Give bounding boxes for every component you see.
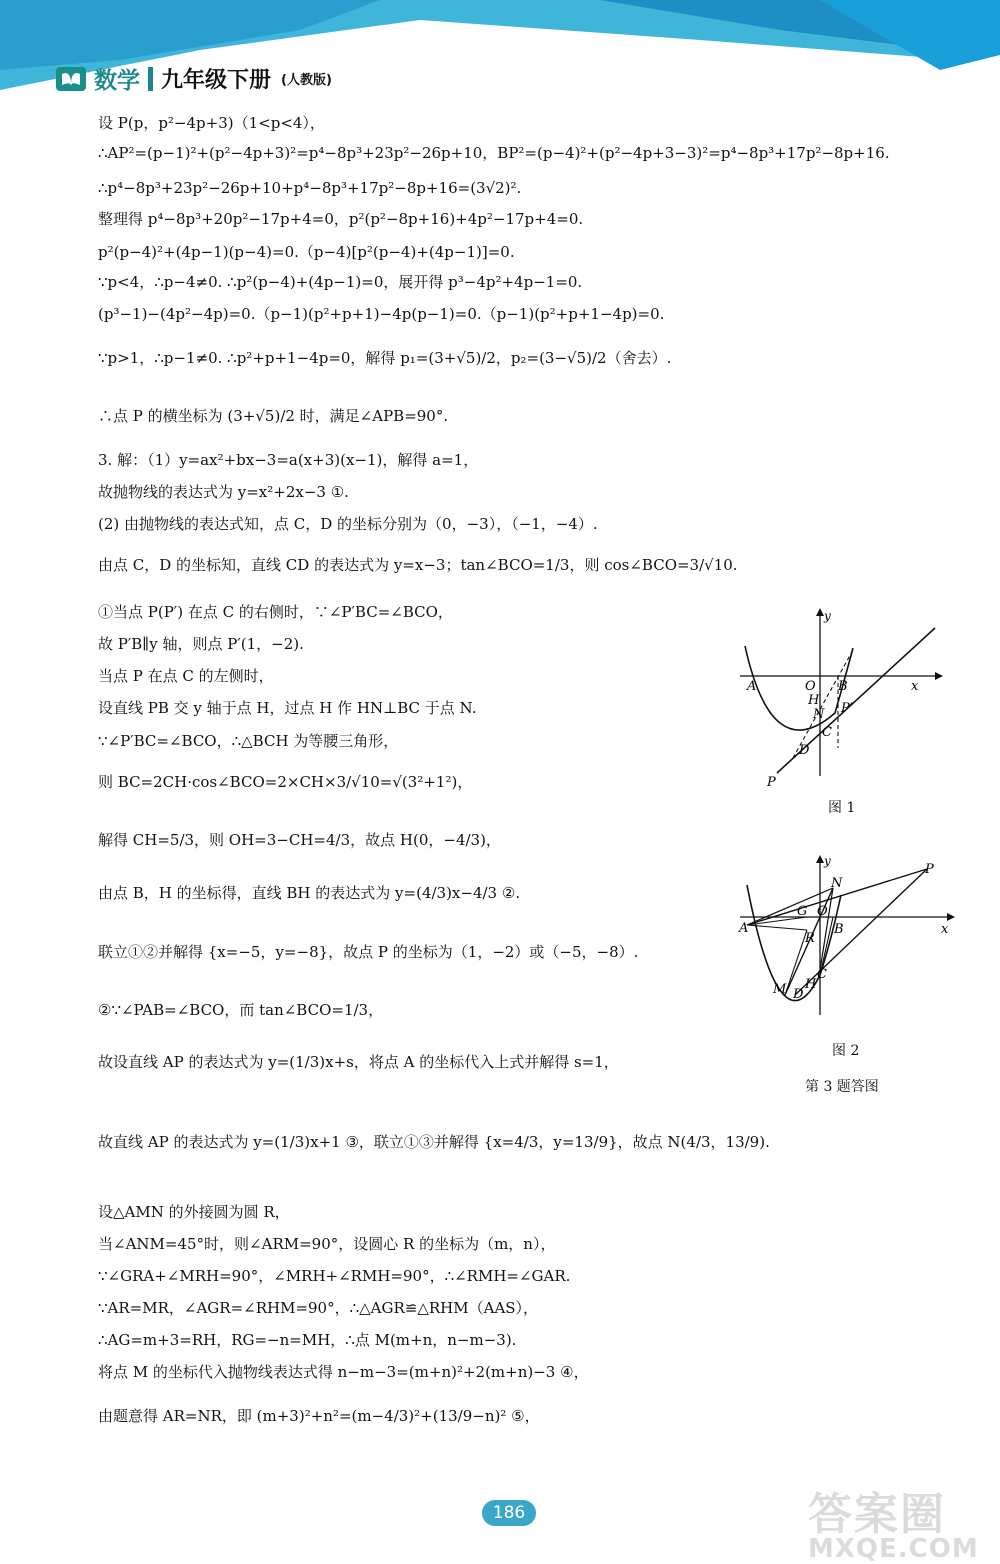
solution-line: ∵p<4，∴p−4≠0. ∴p²(p−4)+(4p−1)=0，展开得 p³−4p²+4p−1=0.: [98, 273, 583, 291]
fig2-label-a: A: [739, 921, 749, 936]
solution-line: 由点 B，H 的坐标得，直线 BH 的表达式为 y=(4/3)x−4/3 ②.: [98, 884, 521, 902]
edition-label: (人教版): [281, 73, 332, 88]
fig1-label-a: A: [747, 679, 757, 694]
fig2-label-r: R: [805, 931, 815, 946]
solution-line: 故设直线 AP 的表达式为 y=(1/3)x+s，将点 A 的坐标代入上式并解得 s=1，: [98, 1053, 619, 1071]
book-logo-icon: [56, 67, 86, 91]
fig1-label-p: P: [767, 775, 776, 790]
solution-line: ②∵∠PAB=∠BCO，而 tan∠BCO=1/3，: [98, 1001, 384, 1019]
solution-line: 将点 M 的坐标代入抛物线表达式得 n−m−3=(m+n)²+2(m+n)−3 ④，: [98, 1363, 589, 1381]
solution-line: ∵p>1，∴p−1≠0. ∴p²+p+1−4p=0，解得 p₁=(3+√5)/2，p₂=(3−√5)/2（舍去）.: [98, 349, 672, 367]
solution-line: 解得 CH=5/3，则 OH=3−CH=4/3，故点 H(0，−4/3)，: [98, 831, 501, 849]
solution-line: 当点 P 在点 C 的左侧时，: [98, 667, 274, 685]
fig2-label-y: y: [824, 855, 831, 868]
solution-line: (2) 由抛物线的表达式知，点 C，D 的坐标分别为（0，−3），（−1，−4）.: [98, 515, 598, 533]
solution-line: 设 P(p，p²−4p+3)（1<p<4），: [98, 114, 325, 132]
figures-group-caption: 第 3 题答图: [805, 1079, 879, 1095]
solution-line: ∴AP²=(p−1)²+(p²−4p+3)²=p⁴−8p³+23p²−26p+10，BP²=(p−4)²+(p²−4p+3−3)²=p⁴−8p³+17p²−8p+16.: [98, 144, 890, 162]
solution-line: 3. 解：（1）y=ax²+bx−3=a(x+3)(x−1)，解得 a=1，: [98, 451, 479, 469]
solution-line: ∴AG=m+3=RH，RG=−n=MH，∴点 M(m+n，n−m−3).: [98, 1331, 517, 1349]
watermark-url: MXQE.COM: [808, 1534, 979, 1564]
figure-1-diagram: [735, 608, 945, 793]
fig1-label-n: N: [813, 707, 825, 722]
fig1-label-x: x: [911, 679, 919, 694]
solution-line: 联立①②并解得 {x=−5，y=−8}，故点 P 的坐标为（1，−2）或（−5，−8）.: [98, 943, 639, 961]
fig2-label-o: O: [817, 904, 828, 919]
solution-line: 当∠ANM=45°时，则∠ARM=90°，设圆心 R 的坐标为（m，n），: [98, 1235, 556, 1253]
header-banner: [0, 0, 1000, 95]
solution-line: 故抛物线的表达式为 y=x²+2x−3 ①.: [98, 483, 349, 501]
solution-line: 设直线 PB 交 y 轴于点 H，过点 H 作 HN⊥BC 于点 N.: [98, 699, 477, 717]
solution-line: ∵∠GRA+∠MRH=90°，∠MRH+∠RMH=90°，∴∠RMH=∠GAR.: [98, 1267, 571, 1285]
fig2-label-x: x: [941, 922, 949, 937]
figure-2-diagram: [735, 855, 960, 1020]
fig2-label-m: M: [773, 982, 787, 997]
fig1-label-pprime: P′: [841, 701, 853, 716]
fig2-label-p: P: [925, 862, 934, 877]
fig2-label-b: B: [834, 922, 844, 937]
solution-line: 整理得 p⁴−8p³+20p²−17p+4=0，p²(p²−8p+16)+4p²−17p+4=0.: [98, 210, 584, 228]
solution-line: ①当点 P(P′) 在点 C 的右侧时，∵∠P′BC=∠BCO，: [98, 603, 453, 621]
solution-line: (p³−1)−(4p²−4p)=0.（p−1)(p²+p+1)−4p(p−1)=0.（p−1)(p²+p+1−4p)=0.: [98, 305, 665, 323]
solution-line: p²(p−4)²+(4p−1)(p−4)=0.（p−4)[p²(p−4)+(4p−1)]=0.: [98, 243, 515, 261]
fig1-label-o: O: [805, 679, 816, 694]
fig2-label-d: D: [793, 987, 804, 1002]
page-number-badge: 186: [482, 1500, 536, 1526]
fig1-label-y: y: [824, 609, 831, 623]
solution-line: ∵∠P′BC=∠BCO，∴△BCH 为等腰三角形，: [98, 732, 399, 750]
fig1-label-c: C: [822, 725, 832, 740]
fig2-label-n: N: [831, 876, 843, 891]
watermark: [808, 1478, 979, 1564]
solution-line: 由题意得 AR=NR，即 (m+3)²+n²=(m−4/3)²+(13/9−n)² ⑤，: [98, 1407, 540, 1425]
fig2-label-h: H: [805, 977, 817, 992]
solution-line: 故直线 AP 的表达式为 y=(1/3)x+1 ③，联立①③并解得 {x=4/3，y=13/9}，故点 N(4/3，13/9).: [98, 1133, 770, 1151]
fig2-label-g: G: [797, 904, 808, 919]
solution-line: ∴p⁴−8p³+23p²−26p+10+p⁴−8p³+17p²−8p+16=(3√2)².: [98, 179, 522, 197]
fig1-label-d: D: [799, 743, 810, 758]
subject-title: 数学: [94, 68, 140, 94]
title-divider: [148, 67, 153, 91]
solution-line: 则 BC=2CH·cos∠BCO=2×CH×3/√10=√(3²+1²)，: [98, 773, 473, 791]
book-brand: [56, 62, 332, 95]
fig1-label-b: B: [838, 679, 848, 694]
solution-line: 故 P′B∥y 轴，则点 P′(1，−2).: [98, 635, 304, 653]
solution-line: 由点 C，D 的坐标知，直线 CD 的表达式为 y=x−3；tan∠BCO=1/3，则 cos∠BCO=3/√10.: [98, 556, 738, 574]
solution-line: 设△AMN 的外接圆为圆 R，: [98, 1203, 290, 1221]
solution-line: ∴点 P 的横坐标为 (3+√5)/2 时，满足∠APB=90°.: [98, 407, 449, 425]
figure-2-caption: 图 2: [832, 1043, 860, 1059]
fig2-label-c: C: [817, 967, 827, 982]
fig1-label-h: H: [808, 693, 820, 708]
watermark-title: 答案圈: [808, 1489, 946, 1540]
solution-line: ∵AR=MR，∠AGR=∠RHM=90°，∴△AGR≌△RHM（AAS），: [98, 1299, 539, 1317]
figure-1-caption: 图 1: [828, 800, 856, 816]
book-title: 九年级下册: [161, 68, 272, 93]
fig2-line-rm: [785, 930, 807, 995]
